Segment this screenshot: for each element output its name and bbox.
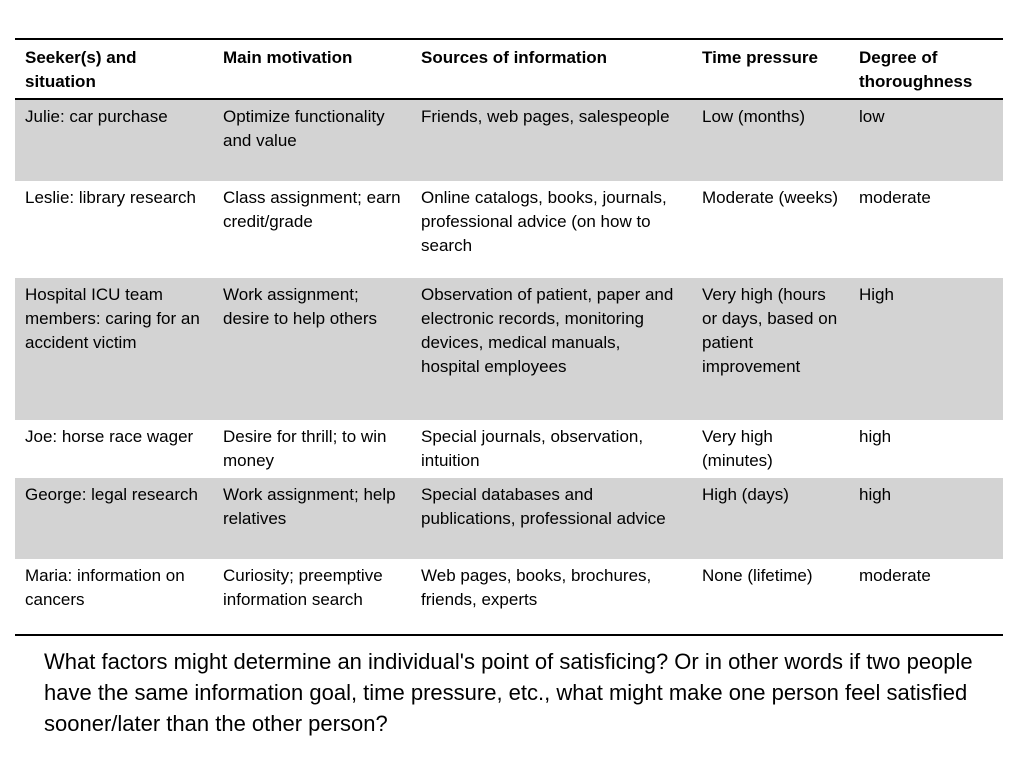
table-row (15, 420, 1003, 478)
cell-thoroughness: moderate (859, 188, 931, 207)
cell-thoroughness: high (849, 478, 1003, 559)
discussion-question: What factors might determine an individual's point of satisficing? Or in other words if two people have the same information goal, time pressure, etc., what might make one person feel satisfied sooner/later than the other person? (44, 649, 973, 736)
cell-seeker: Maria: information on cancers (25, 566, 185, 609)
comparison-table (15, 38, 1003, 636)
cell-sources: Friends, web pages, salespeople (411, 99, 692, 181)
table-body (15, 99, 1003, 635)
header-time-pressure: Time pressure (702, 48, 818, 67)
cell-time-pressure: Low (months) (692, 99, 849, 181)
cell-motivation: Desire for thrill; to win money (223, 427, 387, 470)
table-row (15, 99, 1003, 181)
information-seeking-table (15, 38, 1003, 636)
cell-thoroughness: high (859, 427, 892, 446)
cell-seeker: Joe: horse race wager (25, 427, 194, 446)
cell-thoroughness: High (849, 278, 1003, 420)
header-motivation: Main motivation (223, 48, 353, 67)
cell-time-pressure: None (lifetime) (702, 566, 813, 585)
cell-motivation: Class assignment; earn credit/grade (223, 188, 401, 231)
cell-thoroughness: low (849, 99, 1003, 181)
cell-time-pressure: High (days) (692, 478, 849, 559)
cell-time-pressure: Very high (hours or days, based on patient improvement (692, 278, 849, 420)
cell-motivation: Optimize functionality and value (213, 99, 411, 181)
cell-seeker: Hospital ICU team members: caring for an accident victim (15, 278, 213, 420)
header-sources: Sources of information (421, 48, 608, 67)
cell-seeker: Julie: car purchase (15, 99, 213, 181)
header-thoroughness: Degree of thoroughness (859, 48, 973, 91)
cell-seeker: George: legal research (15, 478, 213, 559)
table-row (15, 559, 1003, 635)
cell-thoroughness: moderate (859, 566, 931, 585)
cell-seeker: Leslie: library research (25, 188, 197, 207)
cell-sources: Special databases and publications, professional advice (411, 478, 692, 559)
table-row (15, 478, 1003, 559)
cell-motivation: Curiosity; preemptive information search (223, 566, 383, 609)
cell-motivation: Work assignment; desire to help others (213, 278, 411, 420)
table-header (15, 39, 1003, 99)
cell-sources: Online catalogs, books, journals, professional advice (on how to search (421, 188, 667, 255)
cell-time-pressure: Very high (minutes) (702, 427, 773, 470)
cell-sources: Observation of patient, paper and electronic records, monitoring devices, medical manuals, hospital employees (411, 278, 692, 420)
cell-sources: Web pages, books, brochures, friends, experts (421, 566, 652, 609)
cell-motivation: Work assignment; help relatives (213, 478, 411, 559)
table-row (15, 181, 1003, 278)
cell-time-pressure: Moderate (weeks) (702, 188, 839, 207)
header-seeker: Seeker(s) and situation (25, 48, 137, 91)
header-row (15, 39, 1003, 99)
cell-sources: Special journals, observation, intuition (421, 427, 644, 470)
table-row (15, 278, 1003, 420)
